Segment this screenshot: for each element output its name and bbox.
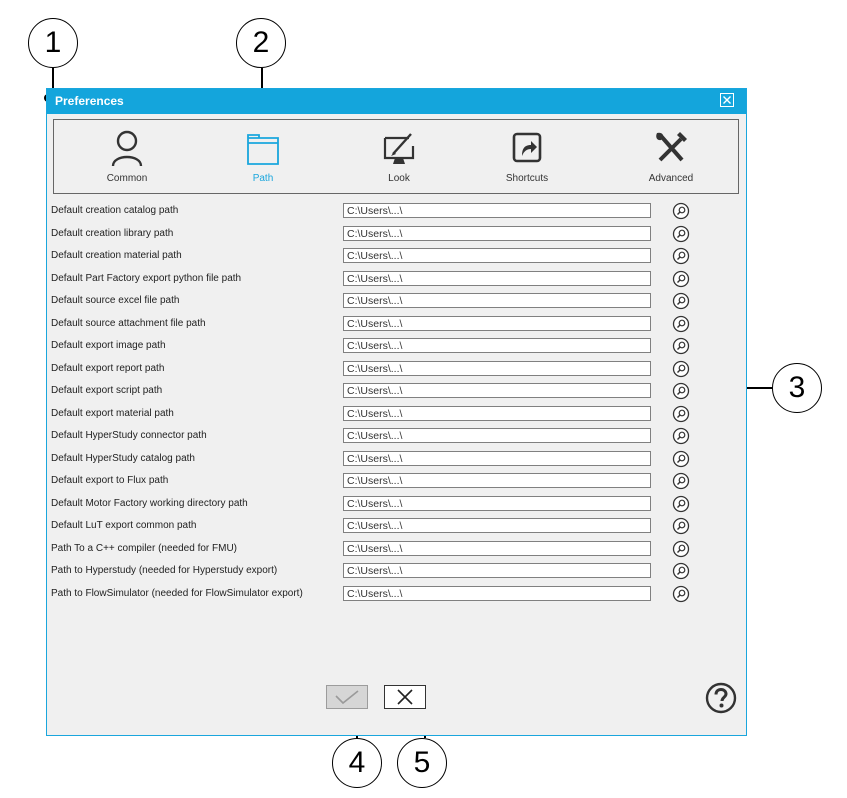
path-label: Default export script path: [51, 385, 163, 396]
preferences-dialog: [46, 88, 747, 736]
preferences-tab-strip: [53, 119, 739, 194]
tab-advanced[interactable]: [606, 120, 736, 192]
path-input[interactable]: C:\Users\...\: [343, 271, 651, 286]
path-input[interactable]: C:\Users\...\: [343, 473, 651, 488]
shortcut-arrow-icon: [507, 128, 547, 168]
path-label: Default creation library path: [51, 227, 174, 239]
ok-button[interactable]: [326, 685, 368, 709]
path-row: [51, 381, 741, 403]
browse-search-icon[interactable]: [672, 562, 690, 580]
path-row: [51, 359, 741, 381]
path-row: [51, 336, 741, 358]
path-label: Default export report path: [51, 362, 165, 374]
browse-search-icon[interactable]: [672, 247, 690, 265]
path-input[interactable]: C:\Users\...\: [343, 563, 651, 578]
path-input[interactable]: C:\Users\...\: [343, 541, 651, 556]
path-input[interactable]: C:\Users\...\: [343, 428, 651, 443]
path-input[interactable]: C:\Users\...\: [343, 248, 651, 263]
path-label: Default export material path: [51, 407, 174, 419]
help-icon[interactable]: [705, 682, 737, 714]
browse-search-icon[interactable]: [672, 405, 690, 423]
path-row: [51, 269, 741, 291]
browse-search-icon[interactable]: [672, 382, 690, 400]
path-input[interactable]: C:\Users\...\: [343, 383, 651, 398]
callout-1: 1: [28, 18, 78, 68]
browse-search-icon[interactable]: [672, 202, 690, 220]
tools-icon: [651, 128, 691, 168]
path-label: Default LuT export common path: [51, 520, 197, 531]
path-input[interactable]: C:\Users\...\: [343, 406, 651, 421]
tab-path[interactable]: [198, 120, 328, 192]
path-row: [51, 539, 741, 561]
path-input[interactable]: C:\Users\...\: [343, 293, 651, 308]
monitor-brush-icon: [379, 128, 419, 168]
callout-2: 2: [236, 18, 286, 68]
path-label: Path To a C++ compiler (needed for FMU): [51, 542, 238, 554]
path-row: [51, 314, 741, 336]
path-row: [51, 404, 741, 426]
close-box-icon: [722, 95, 732, 105]
path-input[interactable]: C:\Users\...\: [343, 451, 651, 466]
cancel-button[interactable]: [384, 685, 426, 709]
path-row: [51, 494, 741, 516]
tab-common-label: Common: [106, 173, 148, 184]
path-row: [51, 426, 741, 448]
path-row: [51, 584, 741, 606]
tab-look-label: Look: [388, 173, 410, 184]
browse-search-icon[interactable]: [672, 472, 690, 490]
path-input[interactable]: C:\Users\...\: [343, 316, 651, 331]
path-input[interactable]: C:\Users\...\: [343, 586, 651, 601]
path-input[interactable]: C:\Users\...\: [343, 496, 651, 511]
path-label: Default export image path: [51, 340, 166, 351]
user-icon: [107, 128, 147, 168]
tab-look[interactable]: [334, 120, 464, 192]
callout-3: 3: [772, 363, 822, 413]
dialog-title: Preferences: [55, 94, 124, 108]
browse-search-icon[interactable]: [672, 292, 690, 310]
tab-shortcuts[interactable]: [462, 120, 592, 192]
tab-common[interactable]: [62, 120, 192, 192]
browse-search-icon[interactable]: [672, 517, 690, 535]
path-label: Path to FlowSimulator (needed for FlowSimulator export): [51, 587, 303, 599]
callout-4: 4: [332, 738, 382, 788]
checkmark-icon: [334, 689, 360, 705]
path-label: Default creation material path: [51, 250, 182, 261]
path-row: [51, 449, 741, 471]
browse-search-icon[interactable]: [672, 337, 690, 355]
browse-search-icon[interactable]: [672, 540, 690, 558]
cancel-x-icon: [396, 689, 414, 705]
tab-path-label: Path: [252, 173, 274, 184]
callout-5: 5: [397, 738, 447, 788]
browse-search-icon[interactable]: [672, 495, 690, 513]
path-row: [51, 291, 741, 313]
path-input[interactable]: C:\Users\...\: [343, 226, 651, 241]
path-label: Default HyperStudy catalog path: [51, 452, 195, 464]
path-label: Default HyperStudy connector path: [51, 430, 207, 441]
path-input[interactable]: C:\Users\...\: [343, 338, 651, 353]
tab-advanced-label: Advanced: [648, 173, 694, 184]
path-row: [51, 471, 741, 493]
close-button[interactable]: [720, 93, 734, 107]
browse-search-icon[interactable]: [672, 270, 690, 288]
path-label: Default Motor Factory working directory path: [51, 497, 248, 509]
tab-shortcuts-label: Shortcuts: [505, 173, 549, 184]
browse-search-icon[interactable]: [672, 225, 690, 243]
path-row: [51, 561, 741, 583]
path-row: [51, 516, 741, 538]
browse-search-icon[interactable]: [672, 360, 690, 378]
path-row: [51, 201, 741, 223]
path-label: Path to Hyperstudy (needed for Hyperstudy export): [51, 565, 278, 576]
path-label: Default source excel file path: [51, 295, 180, 306]
browse-search-icon[interactable]: [672, 315, 690, 333]
path-input[interactable]: C:\Users\...\: [343, 361, 651, 376]
browse-search-icon[interactable]: [672, 450, 690, 468]
path-label: Default source attachment file path: [51, 317, 206, 329]
path-input[interactable]: C:\Users\...\: [343, 203, 651, 218]
path-label: Default Part Factory export python file path: [51, 272, 242, 284]
folder-icon: [243, 128, 283, 168]
path-row: [51, 224, 741, 246]
browse-search-icon[interactable]: [672, 427, 690, 445]
dialog-titlebar[interactable]: [47, 89, 746, 114]
path-label: Default export to Flux path: [51, 475, 169, 486]
path-input[interactable]: C:\Users\...\: [343, 518, 651, 533]
browse-search-icon[interactable]: [672, 585, 690, 603]
path-row: [51, 246, 741, 268]
path-label: Default creation catalog path: [51, 205, 179, 216]
